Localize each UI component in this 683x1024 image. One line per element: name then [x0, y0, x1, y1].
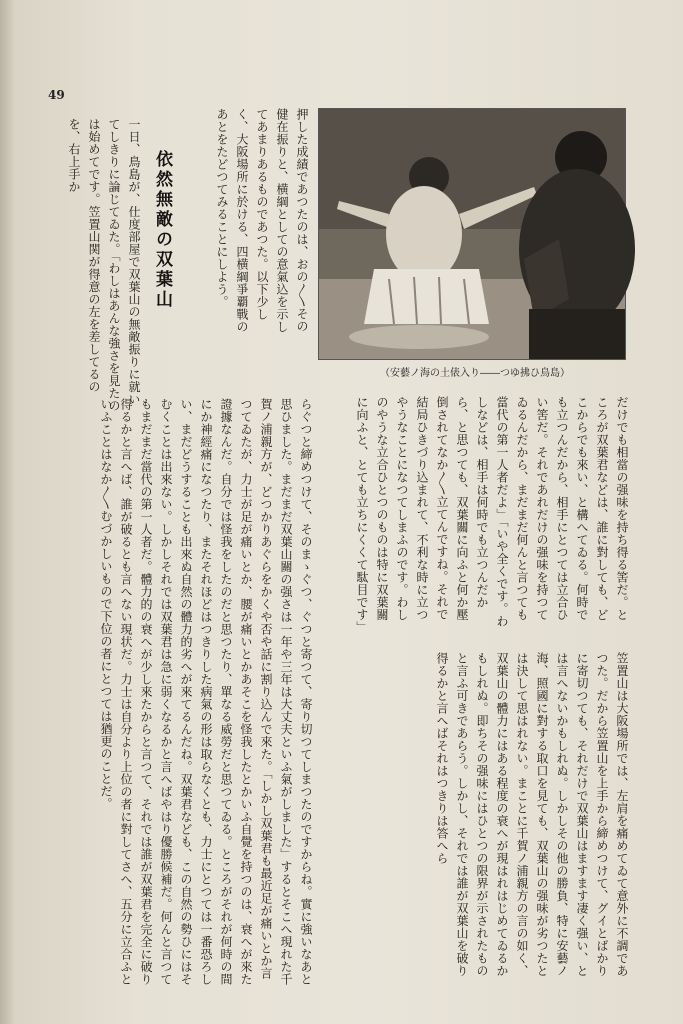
body-text-right-lower: 笠置山は大阪場所では、左肩を痛めてゐて意外に不調であつた。だから笠置山を上手から締めつけて、グイとばかりに寄切つても、それだけで双葉山はますます凄く强い、とは言へないかもしれぬ。しかしその他の勝負、特に安藝ノ海、照國に對する取口を見ても、双葉山の强味が劣つたとは決して思はれない。まことに千賀ノ浦親方の言の如く、双葉山の體力にはある程度の衰へが現はれはじめてゐるかもしれぬ。即ちその强味にはひとつの限界が示されたものと言ふ可きであらう。しかし、それでは誰が双葉山を破り得るかと言へばそれはつきりは答へら: [435, 652, 629, 977]
body-text-right-upper: だけでも相當の强味を持ち得る筈だ。ところが双葉君などは、誰に對しても、どこからでも來い、と構へてゐる。何時でも立つんだから、相手にとつては立合ひい筈だ。それであれだけの强味を持つてゐるんだから、まだまだ何んと言つても當代の第一人者だよ」「いや全くです。わしなどは、相手は何時でも立つんだから、と思つても、双葉關に向ふと何か壓倒されてなか〳〵立てんですね。それで結局ひきづり込まれて、不利な時に立つやうなことになつてしまふのです。わしのやうな立合ひとつのものは特に双葉關に向ふと、とても立ちにくくて駄目です」: [355, 396, 629, 634]
sumo-photo-image: [319, 109, 625, 359]
photo-caption: （安藝ノ海の土俵入り――つゆ拂ひ鳥島）: [380, 368, 570, 379]
body-text-left: 一日、鳥島が、仕度部屋で双葉山の無敵振りに就いてしきりに論じてゐた。「わしはあんな強さを見たのは始めてです。笠置山関が得意の左を差してるのを、右上手か: [67, 118, 141, 412]
page-spine-shadow: [0, 0, 14, 1024]
page-number: 49: [48, 88, 65, 102]
intro-paragraph: 押した成績であつたのは、おの〳〵その健在振りと、横綱としての意氣込を示してあまりあるものであつた。以下少しく、大阪場所に於ける、四横綱爭覇戰のあとをたどつてみることにしよう。: [215, 108, 309, 333]
section-heading: 依然無敵の双葉山: [152, 150, 172, 310]
sumo-photo: [318, 108, 626, 360]
body-text-middle: らぐつと締めつけて、そのまゝぐつ、ぐつと寄つて、寄り切つてしまつたのですからね。實に強いなあと思ひました。まだまだ双葉山關の强さは一年や三年は大丈夫といふ氣がしました」するとそこへ現れた千賀ノ浦親方が、どつかりあぐらをかくや否や話に割り込んで來た。「しかし双葉君も最近足が痛いとか言つてゐたが、力士が足が痛いとか、腰が痛いとかあそこを怪我したとかいふ自覺を持つのは、衰へが來た證據なんだ。自分では怪我をしたのだと思つたり、單なる威勞だと思つてゐる。ところがそれが何時の間にか神經痛になつたり、またそれほどはつきりした病氣の形は取らなくとも、力士にとつては一番恐ろしい、まだどうすることも出來ぬ自然の體力的劣へが來てるんだね。双葉君なども、この自然の勢ひにはそむくことは出來ない。しかしそれでは双葉君は急に弱くなるかと言へばやはり優勝候補だ。何んと言つてもまだまだ當代の第一人者だ。體力的の衰へが少し來たからと言つて、それでは誰が双葉君を完全に破り得るかと言へば、誰が破るとも言へない現状だ。力士は自分より上位の者に對してさへ、五分に立合ふといふことはなか〳〵むづかしいもので下位の者にとつては猶更のことだ。: [99, 398, 313, 986]
